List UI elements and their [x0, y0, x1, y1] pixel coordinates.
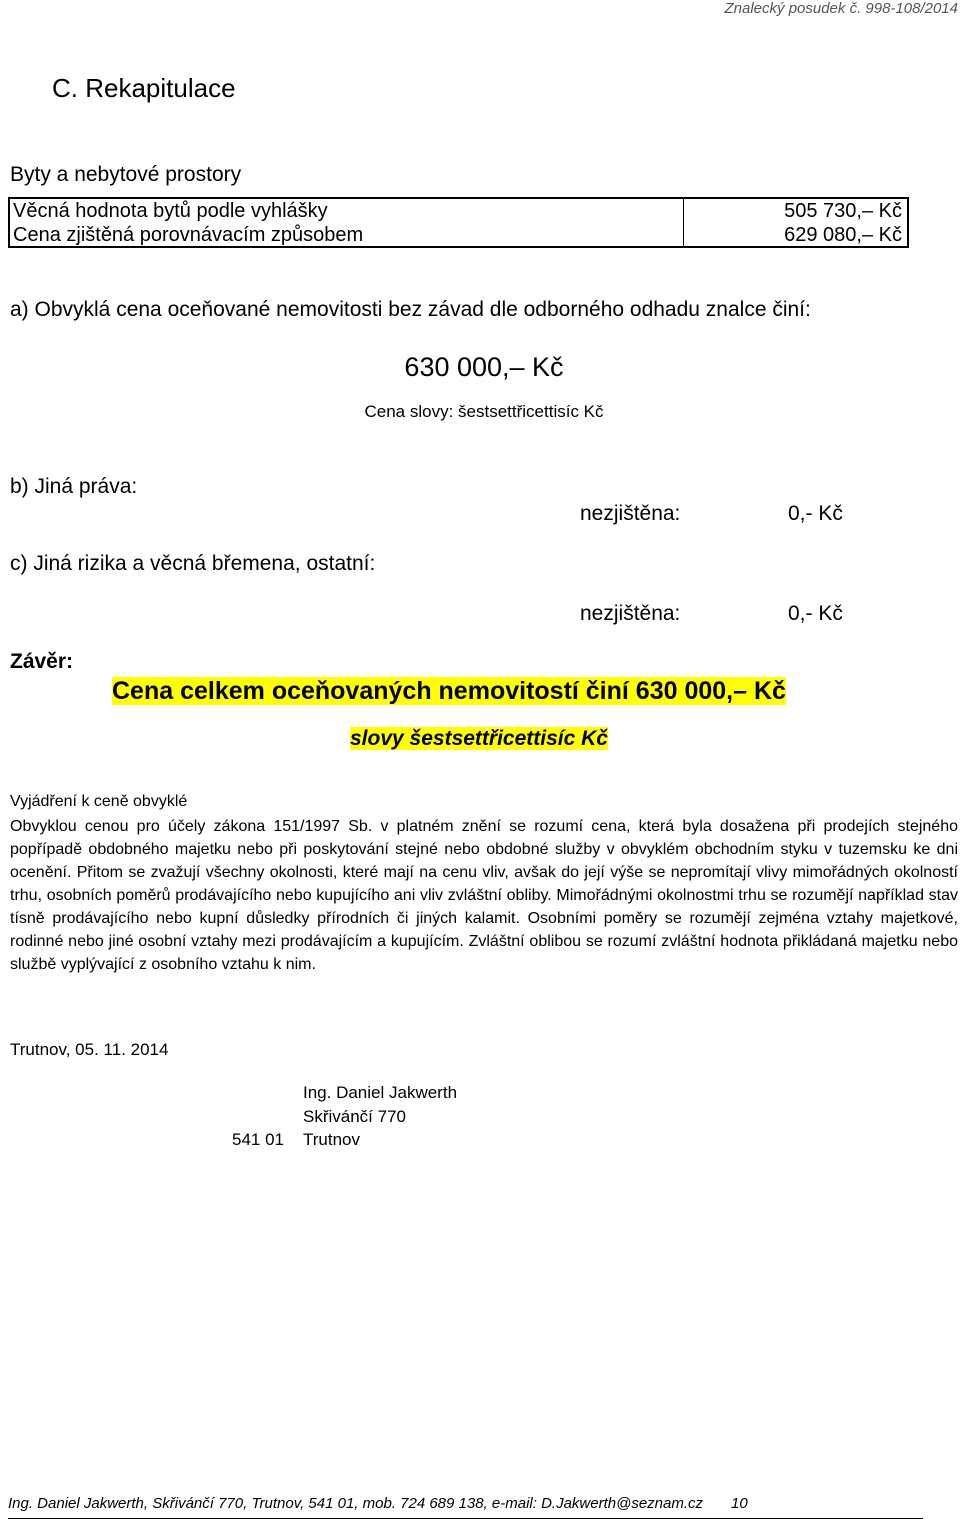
jina-prava-value: 0,- Kč: [788, 502, 843, 525]
section-title: C. Rekapitulace: [52, 73, 236, 103]
table-row-label: Věcná hodnota bytů podle vyhlášky: [13, 200, 328, 222]
total-price-words-text: slovy šestsettřicettisíc Kč: [350, 727, 608, 750]
jina-rizika-label: c) Jiná rizika a věcná břemena, ostatní:: [10, 552, 376, 575]
total-price-words: [350, 727, 608, 751]
table-row-value: 505 730,– Kč: [784, 200, 902, 222]
table-row-label: Cena zjištěná porovnávacím způsobem: [13, 224, 364, 246]
vyjadreni-text: Obvyklou cenou pro účely zákona 151/1997 Sb. v platném znění se rozumí cena, která byla dosažena při prodejích stejného popřípadě obdobného majetku nebo při poskytování stejné nebo obdobné služby v obvyklém obchodním styku v tuzemsku ke dni ocenění. Přitom se zvažují všechny okolnosti, které mají na cenu vliv, avšak do její výše se nepromítají vlivy mimořádných okolností trhu, osobních poměrů prodávajícího nebo kupujícího ani vliv zvláštní obliby. Mimořádnými okolnostmi trhu se rozumějí například stav tísně prodávajícího nebo kupní důsledky přírodních či jiných kalamit. Osobními poměry se rozumějí zejména vztahy majetkové, rodinné nebo jiné osobní vztahy mezi prodávajícím a kupujícím. Zvláštní oblibou se rozumí zvláštní hodnota přikládaná majetku nebo službě vyplývající z osobního vztahu k nim.: [10, 818, 958, 973]
jina-prava-label: b) Jiná práva:: [10, 475, 138, 498]
signature-zip: 541 01: [232, 1130, 284, 1149]
table-row: [10, 199, 907, 223]
obvykla-cena-paragraph: a) Obvyklá cena oceňované nemovitosti bez závad dle odborného odhadu znalce činí:: [10, 298, 811, 321]
page-header: Znalecký posudek č. 998-108/2014: [724, 0, 958, 17]
page-number: 10: [731, 1495, 748, 1512]
vyjadreni-title: Vyjádření k ceně obvyklé: [10, 793, 188, 810]
jina-prava-status: nezjištěna:: [580, 502, 681, 525]
signature-name: Ing. Daniel Jakwerth: [303, 1083, 458, 1102]
zaver-label: Závěr:: [10, 650, 74, 673]
total-price: [112, 677, 786, 706]
signature-street: Skřivánčí 770: [303, 1107, 406, 1126]
jina-rizika-value: 0,- Kč: [788, 602, 843, 625]
date-line: Trutnov, 05. 11. 2014: [10, 1040, 169, 1059]
total-price-text: Cena celkem oceňovaných nemovitostí činí 630 000,– Kč: [112, 677, 786, 705]
subsection-title: Byty a nebytové prostory: [10, 163, 242, 186]
jina-rizika-status: nezjištěna:: [580, 602, 681, 625]
footer-contact: Ing. Daniel Jakwerth, Skřivánčí 770, Trutnov, 541 01, mob. 724 689 138, e-mail: D.Jakwerth@seznam.cz: [8, 1495, 704, 1512]
table-row: [10, 223, 907, 247]
obvykla-cena-value: 630 000,– Kč: [404, 352, 564, 382]
table-row-value: 629 080,– Kč: [784, 224, 902, 246]
page-footer: [8, 1495, 748, 1512]
cena-slovy: Cena slovy: šestsettřicettisíc Kč: [364, 402, 604, 421]
value-table: [8, 197, 909, 248]
signature-city: Trutnov: [303, 1130, 361, 1149]
